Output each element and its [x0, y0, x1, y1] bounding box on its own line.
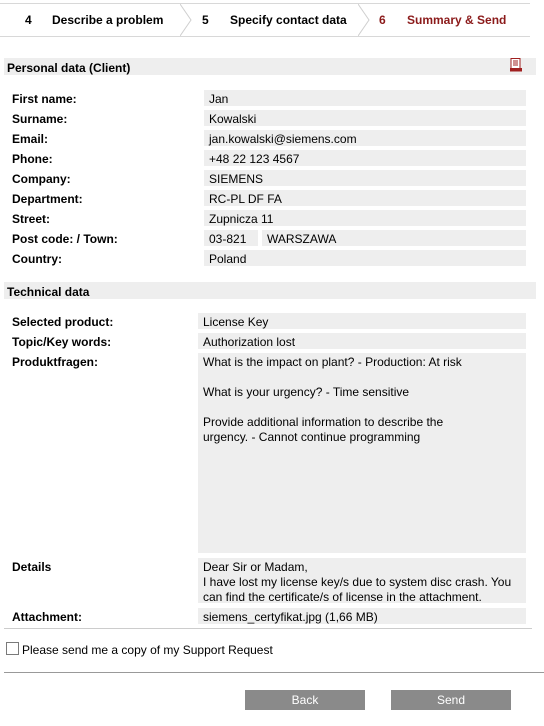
topic-value: Authorization lost: [198, 333, 526, 349]
step-describe-problem[interactable]: [0, 4, 185, 36]
section-title: Personal data (Client): [7, 61, 131, 75]
postcode-town-row: [12, 230, 532, 246]
phone-value: +48 22 123 4567: [204, 150, 526, 166]
divider: [4, 672, 544, 673]
field-label: Post code: / Town:: [12, 232, 118, 246]
print-icon[interactable]: [510, 58, 522, 72]
street-value: Zupnicza 11: [204, 210, 526, 226]
question-answer: What is the impact on plant? - Production: At risk: [203, 355, 462, 369]
field-label: Street:: [12, 212, 51, 226]
step-label: Specify contact data: [230, 13, 347, 27]
section-title: Technical data: [7, 285, 90, 299]
surname-row: [12, 110, 532, 126]
product-value: License Key: [198, 313, 526, 329]
step-number: 6: [379, 13, 386, 27]
product-questions-value: [198, 353, 526, 553]
field-label: Department:: [12, 192, 83, 206]
company-value: SIEMENS: [204, 170, 526, 186]
attachment-value[interactable]: [198, 608, 526, 624]
field-label: Produktfragen:: [12, 355, 99, 369]
field-label: Surname:: [12, 112, 68, 126]
field-label: Phone:: [12, 152, 53, 166]
postcode-value: 03-821: [204, 230, 258, 246]
details-line: can find the certificate/s of license in the attachment.: [203, 590, 482, 604]
field-label: Details: [12, 560, 52, 574]
department-value: RC-PL DF FA: [204, 190, 526, 206]
first-name-row: [12, 90, 532, 106]
step-label: Describe a problem: [52, 13, 164, 27]
field-label: Selected product:: [12, 315, 114, 329]
send-button[interactable]: Send: [391, 690, 511, 710]
details-line: I have lost my license key/s due to system disc crash. You: [203, 575, 512, 589]
step-label: Summary & Send: [407, 13, 507, 27]
town-value: WARSZAWA: [262, 230, 526, 246]
personal-data-header: [4, 58, 536, 75]
question-answer: What is your urgency? - Time sensitive: [203, 385, 410, 399]
product-row: [12, 313, 532, 329]
street-row: [12, 210, 532, 226]
step-specify-contact[interactable]: [185, 4, 360, 36]
field-label: Company:: [12, 172, 71, 186]
country-value: Poland: [204, 250, 526, 266]
back-button[interactable]: Back: [245, 690, 365, 710]
phone-row: [12, 150, 532, 166]
email-value: jan.kowalski@siemens.com: [204, 130, 526, 146]
details-value: [198, 558, 526, 603]
step-summary-send[interactable]: [360, 4, 530, 36]
company-row: [12, 170, 532, 186]
surname-value: Kowalski: [204, 110, 526, 126]
field-label: Attachment:: [12, 610, 83, 624]
field-label: Email:: [12, 132, 49, 146]
question-answer: urgency. - Cannot continue programming: [203, 430, 421, 444]
field-label: Country:: [12, 252, 62, 266]
copy-request-checkbox[interactable]: [6, 642, 19, 655]
divider: [4, 628, 532, 629]
field-label: First name:: [12, 92, 77, 106]
department-row: [12, 190, 532, 206]
copy-request-label[interactable]: Please send me a copy of my Support Request: [22, 643, 273, 657]
email-row: [12, 130, 532, 146]
topic-row: [12, 333, 532, 349]
field-label: Topic/Key words:: [12, 335, 112, 349]
wizard-steps: [0, 3, 530, 37]
technical-data-header: [4, 282, 536, 299]
step-number: 4: [25, 13, 32, 27]
question-answer: Provide additional information to describe the: [203, 415, 444, 429]
attachment-link[interactable]: siemens_certyfikat.jpg (1,66 MB): [203, 610, 378, 624]
details-line: Dear Sir or Madam,: [203, 560, 308, 574]
first-name-value: Jan: [204, 90, 526, 106]
step-number: 5: [202, 13, 209, 27]
country-row: [12, 250, 532, 266]
